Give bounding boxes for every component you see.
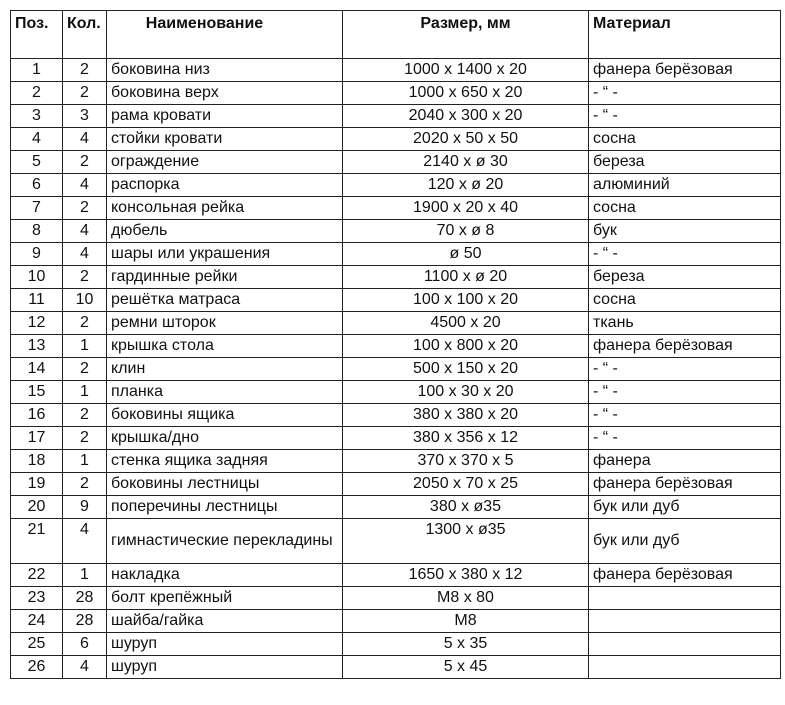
cell-size: 1300 x ø35 — [343, 519, 589, 564]
table-row — [11, 564, 781, 587]
cell-qty: 10 — [63, 289, 107, 312]
cell-name: болт крепёжный — [107, 587, 343, 610]
table-row — [11, 59, 781, 82]
cell-size: M8 — [343, 610, 589, 633]
table-row — [11, 335, 781, 358]
table-row — [11, 312, 781, 335]
cell-material: ткань — [589, 312, 781, 335]
parts-table-sheet — [10, 10, 780, 679]
cell-qty: 1 — [63, 335, 107, 358]
table-row — [11, 450, 781, 473]
table-row — [11, 289, 781, 312]
cell-material — [589, 610, 781, 633]
cell-material: - “ - — [589, 105, 781, 128]
table-row — [11, 404, 781, 427]
cell-size: 100 x 30 x 20 — [343, 381, 589, 404]
cell-size: 500 x 150 x 20 — [343, 358, 589, 381]
table-row — [11, 496, 781, 519]
cell-size: ø 50 — [343, 243, 589, 266]
cell-pos: 5 — [11, 151, 63, 174]
cell-name: гимнастические перекладины — [107, 519, 343, 564]
cell-size: 4500 x 20 — [343, 312, 589, 335]
cell-material: сосна — [589, 197, 781, 220]
cell-pos: 13 — [11, 335, 63, 358]
cell-name: ограждение — [107, 151, 343, 174]
table-header — [11, 11, 781, 59]
header-size: Размер, мм — [343, 11, 589, 59]
cell-name: стенка ящика задняя — [107, 450, 343, 473]
cell-qty: 4 — [63, 174, 107, 197]
table-row — [11, 633, 781, 656]
cell-size: 100 x 800 x 20 — [343, 335, 589, 358]
cell-qty: 4 — [63, 128, 107, 151]
cell-size: 2040 x 300 x 20 — [343, 105, 589, 128]
cell-name: крышка/дно — [107, 427, 343, 450]
cell-name: накладка — [107, 564, 343, 587]
cell-qty: 2 — [63, 59, 107, 82]
cell-name: рама кровати — [107, 105, 343, 128]
cell-pos: 9 — [11, 243, 63, 266]
cell-pos: 4 — [11, 128, 63, 151]
cell-material: - “ - — [589, 404, 781, 427]
cell-qty: 3 — [63, 105, 107, 128]
cell-pos: 20 — [11, 496, 63, 519]
table-row — [11, 174, 781, 197]
cell-material: - “ - — [589, 82, 781, 105]
cell-size: 1000 x 1400 x 20 — [343, 59, 589, 82]
cell-name: дюбель — [107, 220, 343, 243]
cell-name: поперечины лестницы — [107, 496, 343, 519]
cell-material: - “ - — [589, 381, 781, 404]
cell-size: 1900 x 20 x 40 — [343, 197, 589, 220]
cell-pos: 16 — [11, 404, 63, 427]
cell-pos: 14 — [11, 358, 63, 381]
table-row — [11, 220, 781, 243]
cell-size: 5 x 45 — [343, 656, 589, 679]
cell-qty: 2 — [63, 197, 107, 220]
cell-size: 380 x 356 x 12 — [343, 427, 589, 450]
cell-pos: 10 — [11, 266, 63, 289]
cell-name: ремни шторок — [107, 312, 343, 335]
cell-pos: 22 — [11, 564, 63, 587]
table-row — [11, 473, 781, 496]
table-row — [11, 587, 781, 610]
cell-name: консольная рейка — [107, 197, 343, 220]
cell-pos: 6 — [11, 174, 63, 197]
cell-size: 1000 x 650 x 20 — [343, 82, 589, 105]
cell-material: - “ - — [589, 427, 781, 450]
cell-material — [589, 633, 781, 656]
header-qty: Кол. — [63, 11, 107, 59]
cell-material: - “ - — [589, 243, 781, 266]
cell-pos: 17 — [11, 427, 63, 450]
cell-qty: 2 — [63, 266, 107, 289]
cell-material: фанера — [589, 450, 781, 473]
cell-pos: 23 — [11, 587, 63, 610]
cell-qty: 4 — [63, 656, 107, 679]
cell-pos: 18 — [11, 450, 63, 473]
cell-pos: 26 — [11, 656, 63, 679]
cell-qty: 2 — [63, 427, 107, 450]
cell-qty: 1 — [63, 564, 107, 587]
cell-pos: 3 — [11, 105, 63, 128]
header-pos: Поз. — [11, 11, 63, 59]
cell-name: распорка — [107, 174, 343, 197]
cell-size: 380 x ø35 — [343, 496, 589, 519]
cell-name: стойки кровати — [107, 128, 343, 151]
cell-name: боковина низ — [107, 59, 343, 82]
header-material: Материал — [589, 11, 781, 59]
cell-size: 1650 x 380 x 12 — [343, 564, 589, 587]
cell-name: клин — [107, 358, 343, 381]
table-row — [11, 381, 781, 404]
cell-material: - “ - — [589, 358, 781, 381]
header-row — [11, 11, 781, 59]
table-row — [11, 519, 781, 564]
cell-size: 2050 x 70 x 25 — [343, 473, 589, 496]
table-row — [11, 197, 781, 220]
table-row — [11, 151, 781, 174]
cell-material: фанера берёзовая — [589, 473, 781, 496]
cell-name: шары или украшения — [107, 243, 343, 266]
cell-pos: 2 — [11, 82, 63, 105]
cell-qty: 9 — [63, 496, 107, 519]
cell-name: гардинные рейки — [107, 266, 343, 289]
cell-size: 2140 x ø 30 — [343, 151, 589, 174]
cell-pos: 11 — [11, 289, 63, 312]
cell-material: фанера берёзовая — [589, 335, 781, 358]
cell-pos: 21 — [11, 519, 63, 564]
cell-name: решётка матраса — [107, 289, 343, 312]
cell-material: сосна — [589, 289, 781, 312]
table-body — [11, 59, 781, 679]
cell-name: шайба/гайка — [107, 610, 343, 633]
table-row — [11, 610, 781, 633]
cell-material: фанера берёзовая — [589, 59, 781, 82]
table-row — [11, 105, 781, 128]
cell-name: боковины ящика — [107, 404, 343, 427]
cell-pos: 25 — [11, 633, 63, 656]
cell-pos: 12 — [11, 312, 63, 335]
header-name: Наименование — [107, 11, 343, 59]
cell-qty: 2 — [63, 358, 107, 381]
cell-pos: 8 — [11, 220, 63, 243]
cell-qty: 2 — [63, 473, 107, 496]
cell-name: шуруп — [107, 656, 343, 679]
cell-material: алюминий — [589, 174, 781, 197]
cell-qty: 2 — [63, 404, 107, 427]
cell-material: бук — [589, 220, 781, 243]
cell-material: береза — [589, 266, 781, 289]
table-row — [11, 266, 781, 289]
cell-pos: 24 — [11, 610, 63, 633]
cell-material: бук или дуб — [589, 496, 781, 519]
cell-qty: 2 — [63, 312, 107, 335]
cell-size: 5 x 35 — [343, 633, 589, 656]
cell-name: шуруп — [107, 633, 343, 656]
cell-size: 70 x ø 8 — [343, 220, 589, 243]
cell-size: M8 x 80 — [343, 587, 589, 610]
cell-pos: 1 — [11, 59, 63, 82]
table-row — [11, 656, 781, 679]
cell-size: 370 x 370 x 5 — [343, 450, 589, 473]
cell-name: планка — [107, 381, 343, 404]
cell-qty: 2 — [63, 151, 107, 174]
table-row — [11, 358, 781, 381]
cell-pos: 19 — [11, 473, 63, 496]
cell-material: бук или дуб — [589, 519, 781, 564]
cell-material — [589, 587, 781, 610]
cell-pos: 15 — [11, 381, 63, 404]
cell-size: 2020 x 50 x 50 — [343, 128, 589, 151]
cell-qty: 28 — [63, 610, 107, 633]
cell-size: 100 x 100 x 20 — [343, 289, 589, 312]
cell-size: 1100 x ø 20 — [343, 266, 589, 289]
cell-qty: 6 — [63, 633, 107, 656]
cell-qty: 4 — [63, 243, 107, 266]
cell-qty: 1 — [63, 381, 107, 404]
cell-material — [589, 656, 781, 679]
cell-material: фанера берёзовая — [589, 564, 781, 587]
table-row — [11, 427, 781, 450]
cell-qty: 4 — [63, 220, 107, 243]
table-row — [11, 243, 781, 266]
cell-qty: 4 — [63, 519, 107, 564]
table-row — [11, 128, 781, 151]
cell-name: боковины лестницы — [107, 473, 343, 496]
cell-qty: 2 — [63, 82, 107, 105]
table-row — [11, 82, 781, 105]
parts-table — [10, 10, 781, 679]
cell-material: сосна — [589, 128, 781, 151]
cell-size: 120 x ø 20 — [343, 174, 589, 197]
cell-pos: 7 — [11, 197, 63, 220]
cell-material: береза — [589, 151, 781, 174]
cell-name: боковина верх — [107, 82, 343, 105]
cell-qty: 28 — [63, 587, 107, 610]
cell-size: 380 x 380 x 20 — [343, 404, 589, 427]
cell-name: крышка стола — [107, 335, 343, 358]
cell-qty: 1 — [63, 450, 107, 473]
